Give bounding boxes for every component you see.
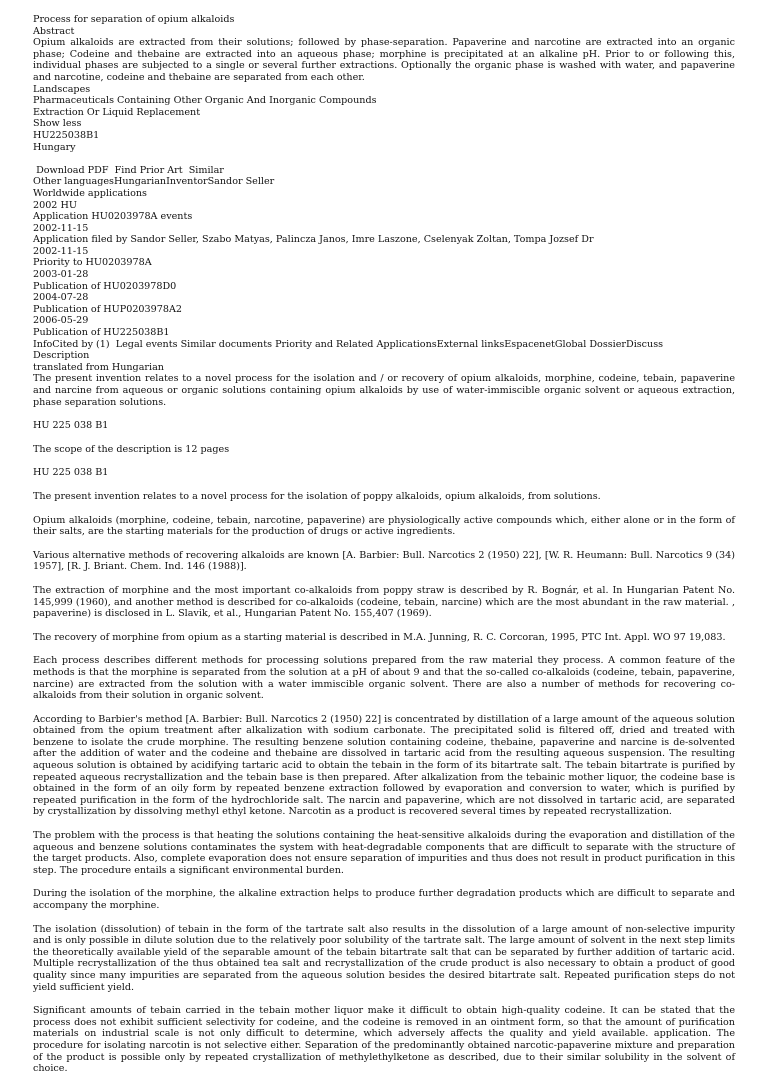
event-date: 2002-11-15 <box>33 245 89 257</box>
event-item[interactable]: Publication of HUP0203978A2 <box>33 303 182 315</box>
nav-espacenet[interactable]: Espacenet <box>504 338 555 350</box>
description-paragraph: HU 225 038 B1 <box>33 420 109 432</box>
nav-similar-documents[interactable]: Similar documents <box>180 338 273 350</box>
description-paragraph: The problem with the process is that heating the solutions containing the heat-sensitive alkaloids during the evaporation and distillation of the aqueous and benzene solutions contaminates the system with heat-degradable components that are difficult to separate with the structure of the target products. Also, complete evaporation does not ensure separation of impurities and thus does not result in product purification in this step. The procedure entails a significant environmental burden. <box>33 830 735 876</box>
event-date: 2006-05-29 <box>33 315 89 327</box>
nav-priority-applications[interactable]: Priority and Related Applications <box>275 338 437 350</box>
worldwide-application-entry[interactable]: 2002 HU <box>33 199 77 211</box>
description-paragraph: The extraction of morphine and the most important co-alkaloids from poppy straw is described by R. Bognár, et al. In Hungarian Patent No. 145,999 (1960), and another method is described for co-alkaloids (codeine, tebain, narcine) which are the most abundant in the raw material. , papaverine) is disclosed in L. Slavik, et al., Hungarian Patent No. 155,407 (1969). <box>33 584 735 620</box>
description-paragraph: Various alternative methods of recovering alkaloids are known [A. Barbier: Bull. Narcotics 2 (1950) 22], [W. R. Heumann: Bull. Narcotics 9 (34) 1957], [R. J. Briant. Chem. Ind. 146 (1988)]. <box>33 549 735 573</box>
description-paragraph: The present invention relates to a novel process for the isolation and / or recovery of opium alkaloids, morphine, codeine, tebain, papaverine and narcine from aqueous or organic solutions containing opium alkaloids by use of water-immiscible organic solvent or aqueous extraction, phase separation solutions. <box>33 373 735 408</box>
event-date: 2003-01-28 <box>33 269 89 281</box>
event-item[interactable]: Publication of HU0203978D0 <box>33 280 177 292</box>
action-bar <box>33 165 735 177</box>
description-paragraph: According to Barbier's method [A. Barbier: Bull. Narcotics 2 (1950) 22] is concentrated by distillation of a large amount of the aqueous solution obtained from the opium treatment after alkalization with sodium carbonate. The precipitated solid is filtered off, dried and treated with benzene to isolate the crude morphine. The resulting benzene solution containing codeine, thebaine, papaverine and narcine is de-solvented after the addition of water and the codeine and thebaine are dissolved in tartaric acid from the resulting aqueous suspension. The resulting aqueous solution is obtained by acidifying tartaric acid to obtain the tebain in the form of its bitartrate salt. The tebain bitartrate is purified by repeated aqueous recrystallization and the tebain base is then prepared. After alkalization from the tebainic mother liquor, the codeine base is obtained in the form of an oily form by repeated benzene extraction followed by evaporation and conversion to water, which is purified by repeated purification in the form of the hydrochloride salt. The narcin and papaverine, which are not dissolved in tartaric acid, are separated by crystallization by dissolving methyl ethyl ketone. Narcotin as a product is recovered several times by repeated recrystallization. <box>33 713 735 818</box>
section-nav <box>33 339 735 351</box>
inventor-link[interactable]: Sandor Seller <box>207 176 275 188</box>
description-paragraph: Each process describes different methods for processing solutions prepared from the raw material they process. A common feature of the methods is that the morphine is separated from the solution at a pH of about 9 and that the so-called co-alkaloids (codeine, tebain, papaverine, narcine) are extracted from the solution with a water immiscible organic solvent. There are also a number of methods for recovering co-alkaloids from their solution in organic solvent. <box>33 655 735 702</box>
abstract-heading: Abstract <box>33 25 75 37</box>
other-languages-label: Other languages <box>33 176 114 188</box>
nav-legal-events[interactable]: Legal events <box>115 338 178 350</box>
inventor-label: Inventor <box>166 176 208 188</box>
patent-number: HU225038B1 <box>33 129 100 141</box>
other-languages-line <box>33 176 735 188</box>
description-heading: Description <box>33 350 90 362</box>
download-pdf-button[interactable]: Download PDF <box>36 164 109 176</box>
description-paragraph: Significant amounts of tebain carried in the tebain mother liquor make it difficult to obtain high-quality codeine. It can be stated that the process does not exhibit sufficient selectivity for codeine, and the codeine is removed in an ointment form, so that the amount of purification materials on industrial scale is not only difficult to determine, which adversely affects the quality and yield available. application. The procedure for isolating narcotin is not selective either. Separation of the predominantly obtained narcotic-papaverine mixture and preparation of the product is possible only by repeated crystallization of methylethylketone as described, due to their similar solubility in the solvent of choice. <box>33 1005 735 1075</box>
event-date: 2004-07-28 <box>33 292 89 304</box>
worldwide-applications-label: Worldwide applications <box>33 187 147 199</box>
event-item[interactable]: Publication of HU225038B1 <box>33 327 170 339</box>
event-item: Application filed by Sandor Seller, Szabo Matyas, Palincza Janos, Imre Laszone, Cselenyak Zoltan, Tompa Jozsef Dr <box>33 234 594 246</box>
nav-external-links[interactable]: External links <box>436 338 505 350</box>
nav-global-dossier[interactable]: Global Dossier <box>554 338 626 350</box>
description-paragraph: The present invention relates to a novel process for the isolation of poppy alkaloids, opium alkaloids, from solutions. <box>33 490 601 502</box>
description-paragraph: During the isolation of the morphine, the alkaline extraction helps to produce further degradation products which are difficult to separate and accompany the morphine. <box>33 888 735 911</box>
event-item: Application HU0203978A events <box>33 211 193 223</box>
description-paragraph: Opium alkaloids (morphine, codeine, tebain, narcotine, papaverine) are physiologically active compounds which, either alone or in the form of their salts, are the starting materials for the production of drugs or active ingredients. <box>33 514 735 538</box>
description-paragraph: The scope of the description is 12 pages <box>33 443 230 455</box>
event-date: 2002-11-15 <box>33 222 89 234</box>
nav-info[interactable]: Info <box>33 338 53 350</box>
language-link-hungarian[interactable]: Hungarian <box>113 176 167 188</box>
find-prior-art-button[interactable]: Find Prior Art <box>114 164 183 176</box>
description-paragraph: The recovery of morphine from opium as a starting material is described in M.A. Junning, R. C. Corcoran, 1995, PTC Int. Appl. WO 97 19,083. <box>33 631 726 643</box>
page-title: Process for separation of opium alkaloids <box>33 14 235 25</box>
abstract-text: Opium alkaloids are extracted from their solutions; followed by phase-separation. Papaverine and narcotine are extracted into an organic phase; Codeine and thebaine are extracted into an aqueous phase; morphine is precipitated at an alkaline pH. Prior to or following this, individual phases are subjected to a single or several further extractions. Optionally the organic phase is washed with water, and papaverine and narcotine, codeine and thebaine are separated from each other. <box>33 37 735 83</box>
description-paragraph: HU 225 038 B1 <box>33 467 109 479</box>
description-paragraph: The isolation (dissolution) of tebain in the form of the tartrate salt also results in the dissolution of a large amount of non-selective impurity and is only possible in dilute solution due to the relatively poor solubility of the tartrate salt. The large amount of solvent in the next step limits the theoretically available yield of the separable amount of the tebain bitartrate salt that can be separated by further addition of tartaric acid. Multiple recrystallization of the thus obtained tea salt and recrystallization of the crude product is also necessary to obtain a product of good quality since many impurities are separated from the aqueous solution besides the desired bitartrate salt. Repeated purification steps do not yield sufficient yield. <box>33 923 735 993</box>
show-less-link[interactable]: Show less <box>33 118 82 130</box>
translated-note: translated from Hungarian <box>33 361 164 373</box>
nav-cited-by[interactable]: Cited by (1) <box>52 338 110 350</box>
classification-item[interactable]: Pharmaceuticals Containing Other Organic And Inorganic Compounds <box>33 95 377 107</box>
event-item[interactable]: Priority to HU0203978A <box>33 257 152 269</box>
nav-discuss[interactable]: Discuss <box>626 338 664 350</box>
classification-item[interactable]: Extraction Or Liquid Replacement <box>33 106 201 118</box>
similar-button[interactable]: Similar <box>188 164 224 176</box>
patent-country: Hungary <box>33 141 76 153</box>
classification-item[interactable]: Landscapes <box>33 83 91 95</box>
